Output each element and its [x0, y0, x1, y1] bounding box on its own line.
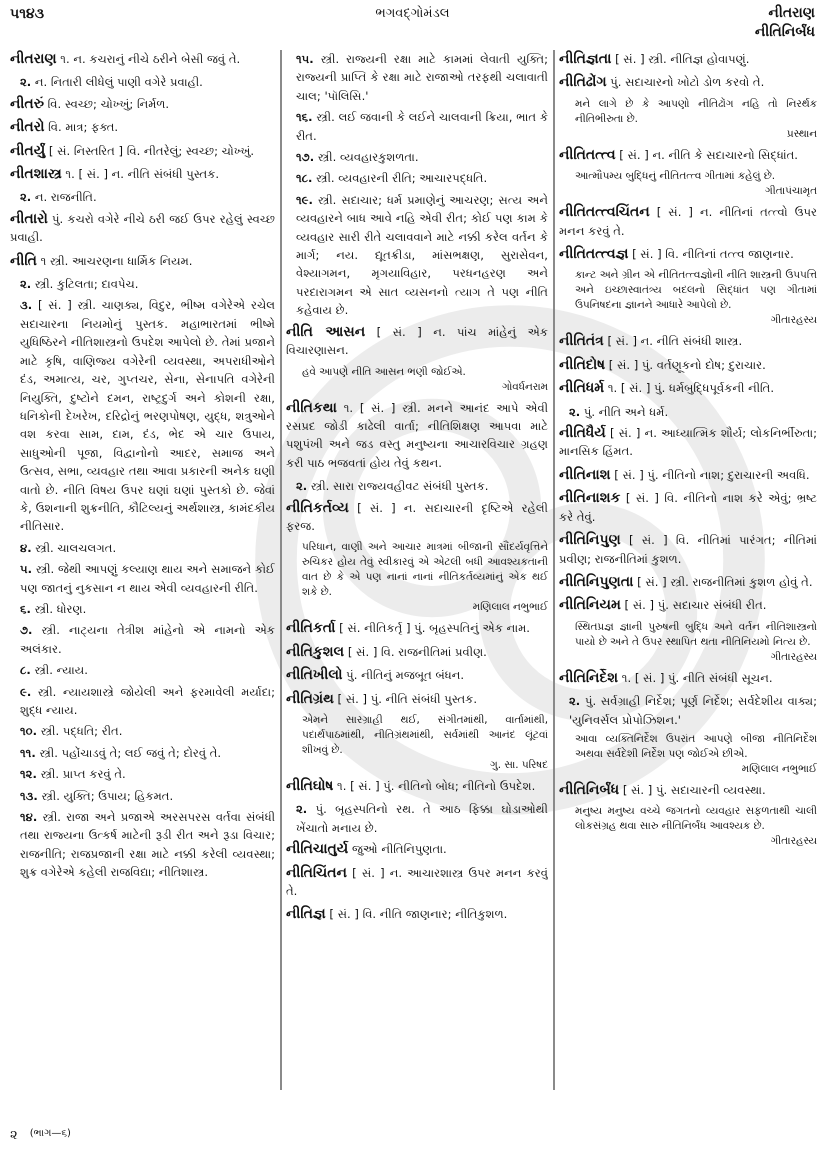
headword: નીતિગ્રંથ — [286, 690, 334, 707]
entry-sense — [20, 808, 275, 882]
quote-text: એમને સારગ્રાહી થઈ, સંગીતમાંથી, વાર્તામાંથી, પદાર્થપાઠમાંથી, નીતિગ્રંથમાંથી, સર્વમાંથી આનંદ લૂંટવાં શીખવું છે. — [302, 713, 548, 756]
page-header — [0, 0, 825, 52]
sense-number: ૩. — [20, 298, 33, 313]
sense-number: ૪. — [20, 540, 32, 555]
dictionary-entry — [286, 690, 548, 708]
dictionary-entry — [559, 50, 817, 68]
headword: નીતિનિર્બંધ — [559, 781, 620, 798]
headword: નીતિનિપુણ — [559, 532, 621, 549]
definition: સ્ત્રી. પદ્ધતિ; રીત. — [40, 724, 123, 739]
definition: પું. બૃહસ્પતિનો રથ. તે આઠ ફિક્કા ઘોડાઓથી ખેંચાતો મનાય છે. — [296, 802, 548, 835]
dictionary-entry — [286, 643, 548, 661]
definition: ૧. [ સં. ] ન. નીતિ સંબંધી પુસ્તક. — [65, 167, 220, 182]
headword: નીતારો — [10, 210, 48, 227]
sense-number: ૨. — [569, 694, 581, 709]
entry-sense — [569, 692, 817, 729]
headword: નીતિદોષ — [559, 356, 606, 373]
sense-number: ૯. — [20, 684, 32, 699]
dictionary-entry — [10, 210, 275, 247]
definition: સ્ત્રી. પહોંચાડવું તે; લઈ જવું તે; દોરવું તે. — [39, 745, 222, 760]
dictionary-entry — [10, 165, 275, 183]
column-2 — [286, 50, 548, 1090]
page-footer — [10, 1128, 71, 1143]
page-title: ભગવદ્ગોમંડલ — [375, 6, 450, 21]
sense-number: ૧૮. — [296, 171, 313, 186]
dictionary-entry — [286, 777, 548, 795]
definition: પું. નીતિનું મજબૂત બંધન. — [346, 668, 465, 683]
dictionary-entry — [559, 466, 817, 484]
definition: સ્ત્રી. વ્યવહારની રીતિ; આચારપદ્ધતિ. — [316, 171, 488, 186]
definition: [ સં. ] વિ. નીતિમાં પારંગત; નીતિમાં પ્રવીણ; રાજનીતિમાં કુશળ. — [559, 533, 817, 566]
definition: [ સં. ] વિ. નીતિનો નાશ કરે એવું; ભ્રષ્ટ કરે તેવું. — [559, 491, 817, 524]
definition: [ સં. ] વિ. રાજનીતિમાં પ્રવીણ. — [347, 644, 487, 659]
dictionary-entry — [286, 399, 548, 473]
definition: સ્ત્રી. ચાલચલગત. — [35, 540, 117, 555]
quote-source: મણિલાલ નભુભાઈ — [741, 762, 817, 775]
entry-sense — [20, 560, 275, 597]
definition: સ્ત્રી. નાટ્યના તેત્રીશ માંહેનો એ નામનો એક અલંકાર. — [20, 623, 275, 656]
citation-quote — [575, 268, 817, 328]
column-3 — [559, 50, 817, 1090]
dictionary-entry — [559, 489, 817, 526]
footer-volume: (ભાગ—૬) — [29, 1128, 71, 1139]
quote-source: પ્રસ્થાન — [786, 127, 817, 140]
column-1 — [10, 50, 275, 1090]
dictionary-entry — [559, 573, 817, 591]
definition: સ્ત્રી. સારા રાજ્યવહીવટ સંબંધી પુસ્તક. — [310, 479, 489, 494]
entry-sense — [296, 148, 548, 166]
definition: [ સં. ] ન. આચારશાસ્ત્ર ઉપર મનન કરવું તે. — [286, 865, 548, 898]
entry-sense — [20, 722, 275, 740]
quote-source: ગીતારહસ્ય — [770, 314, 817, 327]
headword: નીતિનિર્દેશ — [559, 669, 619, 686]
entry-sense — [296, 108, 548, 145]
entry-sense — [20, 73, 275, 91]
definition: પું. નીતિ અને ધર્મ. — [583, 404, 669, 419]
headword: નીતિતંત્ર — [559, 333, 604, 350]
definition: પું. સર્વગ્રાહી નિર્દેશ; પૂર્ણ નિર્દેશ; સર્વદેશીય વાક્ય; 'યુનિવર્સલ પ્રોપોઝિશન.' — [569, 694, 817, 727]
entry-sense — [296, 50, 548, 105]
quote-source: મણિલાલ નભુભાઈ — [472, 601, 548, 614]
dictionary-entry — [286, 864, 548, 901]
sense-number: ૧૦. — [20, 724, 38, 739]
headword: નીતિચિંતન — [286, 864, 347, 881]
entry-sense — [20, 765, 275, 783]
sense-number: ૨. — [20, 190, 32, 205]
guide-word-last: નીતિનિર્બંધ — [754, 24, 815, 40]
headword: નીતિજ્ઞતા — [559, 51, 612, 67]
headword: નીતશાસ્ત્ર — [10, 166, 62, 183]
definition: [ સં. નીતિકર્તૃ ] પું. બૃહસ્પતિનું એક નામ. — [339, 621, 530, 636]
sense-number: ૨. — [569, 404, 581, 419]
definition: ૧. [ સં. ] પું. નીતિનો બોધ; નીતિનો ઉપદેશ. — [337, 778, 536, 793]
page-number: ૫૧૪૩ — [10, 6, 45, 22]
quote-source: ગીતાપંચામૃત — [765, 185, 817, 198]
definition: સ્ત્રી. કુટિલતા; દાવપેચ. — [34, 277, 139, 292]
entry-sense — [296, 477, 548, 495]
sense-number: ૨. — [20, 75, 32, 90]
definition: [ સં. ] પું. વર્તણૂકનો દોષ; દુરાચાર. — [608, 357, 766, 372]
definition: ૧. [ સં. ] સ્ત્રી. મનને આનંદ આપે એવી રસપ્રદ જોડી કાઢેલી વાર્તા; નીતિશિક્ષણ આપવા માટે પશુપંખી અને જડ વસ્તુ મનુષ્યના આચારવિચાર ગ્રહણ કરી પાઠ ભજવતાં હોય તેવું કથન. — [286, 400, 548, 470]
quote-text: મને લાગે છે કે આપણો નીતિઢોંગ નહિ તો નિરર્થક નીતિભીરુતા છે. — [575, 97, 817, 125]
dictionary-entry — [286, 619, 548, 637]
headword: નીતિતત્ત્વજ્ઞ — [559, 246, 629, 263]
definition: સ્ત્રી. ન્યાયશાસ્ત્રે જોયેલી અને ફરમાવેલી મર્યાદા; શુદ્ધ ન્યાય. — [20, 684, 275, 717]
definition: જુઓ નીતિનિપુણતા. — [351, 842, 447, 857]
definition: ૧. ન. કચરાનું નીચે ઠરીને બેસી જવું તે. — [60, 52, 241, 66]
sense-number: ૭. — [20, 623, 33, 638]
definition: સ્ત્રી. રાજા અને પ્રજાએ અરસપરસ વર્તવા સંબંધી તથા રાજ્યના ઉત્કર્ષ માટેની રૂડી રીત અને રૂડા વિચાર; રાજનીતિ; રાજપ્રજાની રક્ષા માટે નક્કી કરેલી વ્યવસ્થા; શુક્ર વગેરેએ કહેલી રાજવિદ્યા; નીતિશાસ્ત્ર. — [20, 810, 275, 880]
sense-number: ૮. — [20, 663, 31, 678]
dictionary-entry — [10, 252, 275, 270]
definition: સ્ત્રી. યુક્તિ; ઉપાય; હિકમત. — [41, 788, 174, 803]
entry-sense — [20, 683, 275, 720]
citation-quote — [575, 620, 817, 665]
definition: સ્ત્રી. ન્યાય. — [34, 663, 88, 678]
entry-sense — [296, 169, 548, 187]
definition: સ્ત્રી. ધોરણ. — [34, 601, 87, 616]
definition: ન. નિતારી લીધેલું પાણી વગેરે પ્રવાહી. — [34, 75, 203, 90]
quote-source: ગીતારહસ્ય — [770, 835, 817, 848]
definition: [ સં. ] પું. સદાચાર સંબંધી રીત. — [624, 598, 767, 613]
definition: [ સં. ] ન. નીતિ કે સદાચારનો સિદ્ધાંત. — [619, 147, 798, 162]
quote-text: મનુષ્ય મનુષ્ય વચ્ચે જગતનો વ્યવહાર સફળતાથી ચાલી લોકસંગ્રહ થવા સારુ નીતિનિર્બંધ આવશ્યક છે. — [575, 805, 817, 833]
quote-source: ગોવર્ધનરામ — [502, 380, 548, 393]
sense-number: ૨. — [296, 479, 308, 494]
headword: નીતિખીલો — [286, 667, 343, 684]
quote-text: કાન્ટ અને ગ્રીન એ નીતિતત્ત્વજ્ઞોની નીતિ શાસ્ત્રની ઉપપત્તિ અને ઇચ્છાસ્વાતંત્ર્ય બદલનો સિદ્ધાંત પણ ગીતામાં ઉપનિષદના જ્ઞાનને આધારે આપેલો છે. — [575, 269, 817, 312]
definition: પું. સદાચારનો ખોટો ડોળ કરવો તે. — [610, 75, 765, 90]
headword: નીતિધર્મ — [559, 380, 605, 397]
headword: નીતિકર્તા — [286, 620, 336, 637]
definition: [ સં. ] સ્ત્રી. ચાણક્ય, વિદુર, ભીષ્મ વગેરેએ રચેલ સદાચારના નિયમોનું પુસ્તક. મહાભારતમાં ભીષ્મે યુધિષ્ઠિરને નીતિશાસ્ત્રનો ઉપદેશ આપેલો છે. તેમાં પ્રજાને માટે કૃષિ, વાણિજ્ય વગેરેની વ્યવસ્થા, અપરાધીઓને દંડ, અમાત્ય, ચર, ગુપ્તચર, સેના, સેનાપતિ વગેરેની નિયુક્તિ, દુષ્ટોને દમન, રાષ્ટ્રદુર્ગ અને કોશની રક્ષા, ધનિકોની દેખરેખ, દરિદ્રોનું ભરણપોષણ, યુદ્ધ, શત્રુઓને વશ કરવા સામ, દામ, દંડ, ભેદ એ ચાર ઉપાય, સાધુઓની પૂજા, વિદ્વાનોનો આદર, સમાજ અને ઉત્સવ, સભા, વ્યવહાર તથા આવા પ્રકારની અનેક ઘણી વાતો છે. નીતિ વિષય ઉપર ઘણાં ઘણાં પુસ્તકો છે. જેવાં કે, ઉશનાની શુક્રનીતિ, કૌટિલ્યનું અર્થશાસ્ત્ર, કામંદકીય નીતિસાર. — [20, 298, 275, 534]
headword: નીતર્યું — [10, 142, 46, 159]
definition: સ્ત્રી. લઈ જવાની કે લઈને ચાલવાની ક્રિયા, ભાત કે રીત. — [296, 110, 548, 143]
definition: [ સં. ] ન. નીતિનાં તત્ત્વો ઉપર મનન કરવું તે. — [559, 205, 817, 238]
sense-number: ૧૨. — [20, 767, 37, 782]
sense-number: ૧૯. — [296, 192, 313, 207]
dictionary-entry — [559, 379, 817, 397]
entry-sense — [20, 744, 275, 762]
sense-number: ૨. — [296, 802, 308, 817]
headword: નીતિચાતુર્ય — [286, 841, 349, 858]
entry-sense — [20, 296, 275, 535]
guide-words — [755, 4, 815, 42]
headword: નીતિનાશ — [559, 466, 611, 483]
dictionary-entry — [286, 666, 548, 684]
definition: [ સં. ] સ્ત્રી. રાજનીતિમાં કુશળ હોવું તે. — [637, 574, 813, 589]
sense-number: ૧૪. — [20, 810, 38, 825]
dictionary-entry — [10, 118, 275, 136]
definition: [ સં. ] ન. આધ્યાત્મિક શૌર્ય; લોકનિર્ભીરુતા; માનસિક હિંમત. — [559, 426, 817, 459]
headword: નીતિ — [10, 252, 37, 269]
definition: સ્ત્રી. વ્યવહારકુશળતા. — [317, 150, 419, 165]
headword: નીતિનિયમ — [559, 597, 621, 614]
definition: વિ. માત્ર; ફક્ત. — [48, 120, 119, 135]
headword: નીતિનિપુણતા — [559, 573, 634, 590]
definition: [ સં. ] પું. નીતિ સંબંધી પુસ્તક. — [337, 691, 478, 706]
entry-sense — [20, 787, 275, 805]
dictionary-entry — [286, 323, 548, 360]
headword: નીતિતત્ત્વચિંતન — [559, 204, 650, 221]
headword: નીતરો — [10, 119, 45, 136]
headword: નીતિતત્ત્વ — [559, 146, 616, 163]
definition: ન. રાજનીતિ. — [34, 190, 97, 205]
definition: [ સં. ] પું. નીતિનો નાશ; દુરાચારની અવધિ. — [614, 467, 810, 482]
dictionary-entry — [559, 424, 817, 461]
entry-sense — [20, 275, 275, 293]
headword: નીતિઘોષ — [286, 777, 334, 794]
quote-text: પરિધાન, વાણી અને આચાર માત્રમાં બીજાની સૌંદર્યવૃત્તિને રુચિકર હોય તેવું સ્વીકારવું એ એટલી બધી આવશ્યકતાની વાત છે કે એ પણ નાનાં નાનાં નીતિકર્તવ્યમાંનું એક થઈ શકે છે. — [302, 541, 548, 599]
definition: [ સં. ] સ્ત્રી. નીતિજ્ઞ હોવાપણું. — [615, 52, 750, 66]
headword: નીતિકથા — [286, 399, 337, 416]
guide-word-first: નીતરાણ — [768, 5, 815, 21]
citation-quote — [302, 365, 548, 395]
headword: નીતિજ્ઞ — [286, 906, 326, 923]
headword: નીતરું — [10, 95, 44, 112]
entry-sense — [20, 188, 275, 206]
citation-quote — [302, 713, 548, 773]
dictionary-entry — [286, 840, 548, 858]
entry-sense — [20, 661, 275, 679]
dictionary-entry — [559, 146, 817, 164]
quote-text: સ્થિતપ્રજ્ઞ જ્ઞાની પુરુષની બુદ્ધિ અને વર્તન નીતિશાસ્ત્રનો પાયો છે અને તે ઉપર સ્થાપિત થતા નીતિનિયમો નિત્ય છે. — [575, 620, 817, 648]
citation-quote — [575, 97, 817, 142]
definition: ૧. [ સં. ] પું. ધર્મબુદ્ધિપૂર્વકની નીતિ. — [607, 381, 775, 396]
quote-text: હવે આપણે નીતિ આસન ભણી જોઈએ. — [302, 365, 466, 378]
definition: [ સં. નિસ્તરિત ] વિ. નીતરેલું; સ્વચ્છ; ચોખ્ખું. — [48, 143, 255, 158]
citation-quote — [302, 540, 548, 615]
dictionary-entry — [10, 95, 275, 113]
definition: સ્ત્રી. સદાચાર; ધર્મ પ્રમાણેનું આચરણ; સત્ય અને વ્યવહારને બાધ આવે નહિ એવી રીત; કોઈ પણ કામ કે વ્યવહાર સારી રીતે ચલાવવાને માટે નક્કી કરેલ વર્તન કે માર્ગ; નય. દ્યૂતક્રીડા, માંસભક્ષણ, સુરાસેવન, વેશ્યાગમન, મૃગયાવિહાર, પરધનહરણ અને પરદારાગમન એ સાત વ્યસનનો ત્યાગ તે પણ નીતિ કહેવાય છે. — [296, 192, 548, 318]
dictionary-entry — [559, 356, 817, 374]
definition: [ સં. ] ન. નીતિ સંબંધી શાસ્ત્ર. — [607, 334, 743, 349]
citation-quote — [575, 732, 817, 777]
definition: ૧ સ્ત્રી. આચરણના ધાર્મિક નિયમ. — [40, 253, 193, 268]
dictionary-columns — [0, 50, 825, 1090]
entry-sense — [20, 621, 275, 658]
dictionary-entry — [559, 203, 817, 240]
definition: [ સં. ] ન. પાંચ માંહેનું એક વિચારણાસન. — [286, 324, 548, 358]
entry-sense — [20, 600, 275, 618]
definition: [ સં. ] વિ. નીતિનાં તત્ત્વ જાણનાર. — [632, 247, 794, 262]
sense-number: ૧૧. — [20, 745, 36, 760]
dictionary-entry — [559, 781, 817, 799]
headword: નીતિઢોંગ — [559, 74, 607, 91]
definition: સ્ત્રી. રાજ્યની રક્ષા માટે કામમાં લેવાતી યુક્તિ; રાજ્યની પ્રાપ્તિ કે રક્ષા માટે રાજાઓ તરફથી ચલાવાતી ચાલ; 'પૉલિસિ.' — [296, 52, 548, 103]
sense-number: ૧૭. — [296, 150, 315, 165]
quote-text: આવા વ્યક્તિનિર્દેશ ઉપરાંત આપણે બીજા નીતિનિર્દેશ અથવા સર્વદેશી નિર્દેશ પણ જોઈએ છીએ. — [575, 732, 817, 760]
dictionary-entry — [10, 50, 275, 68]
dictionary-entry — [559, 669, 817, 687]
quote-source: ગુ. સા. પરિષદ — [490, 758, 548, 771]
definition: સ્ત્રી. પ્રાપ્ત કરવું તે. — [40, 767, 126, 782]
dictionary-entry — [559, 596, 817, 614]
headword: નીતિકુશલ — [286, 643, 345, 660]
dictionary-entry — [559, 531, 817, 568]
headword: નીતરાણ — [10, 51, 57, 67]
entry-sense — [296, 191, 548, 320]
entry-sense — [569, 403, 817, 421]
headword: નીતિધૈર્ય — [559, 425, 606, 442]
definition: ૧. [ સં. ] પું. નીતિ સંબંધી સૂચન. — [621, 670, 773, 685]
dictionary-entry — [286, 499, 548, 536]
definition: પું. કચરો વગેરે નીચે ઠરી જઈ ઉપર રહેલું સ્વચ્છ પ્રવાહી. — [10, 211, 275, 245]
dictionary-entry — [10, 142, 275, 160]
dictionary-entry — [559, 245, 817, 263]
footer-page-marker: ૨ — [10, 1128, 18, 1143]
sense-number: ૬. — [20, 601, 31, 616]
dictionary-entry — [286, 905, 548, 923]
dictionary-entry — [559, 332, 817, 350]
headword: નીતિનાશક — [559, 490, 621, 507]
definition: [ સં. ] પું. સદાચારની વ્યવસ્થા. — [622, 782, 766, 797]
sense-number: ૧૫. — [296, 52, 314, 66]
quote-source: ગીતારહસ્ય — [770, 650, 817, 663]
sense-number: ૨. — [20, 277, 32, 292]
quote-text: આત્મૌપમ્ય બુદ્ધિનું નીતિતત્ત્વ ગીતામાં કહેલું છે. — [575, 170, 776, 183]
sense-number: ૧૩. — [20, 788, 38, 803]
definition: સ્ત્રી. જેથી આપણું કલ્યાણ થાય અને સમાજને કોઈ પણ જાતનું નુકસાન ન થાય એવી વ્યવહારની રીતિ. — [20, 562, 275, 595]
citation-quote — [575, 169, 817, 199]
dictionary-entry — [559, 73, 817, 91]
definition: વિ. સ્વચ્છ; ચોખ્ખું; નિર્મળ. — [47, 96, 170, 111]
entry-sense — [296, 800, 548, 837]
definition: [ સં. ] ન. સદાચારની દૃષ્ટિએ રહેલી ફરજ. — [286, 500, 548, 533]
citation-quote — [575, 804, 817, 849]
entry-sense — [20, 539, 275, 557]
headword: નીતિકર્તવ્ય — [286, 499, 349, 516]
definition: [ સં. ] વિ. નીતિ જાણનાર; નીતિકુશળ. — [329, 907, 508, 922]
sense-number: ૫. — [20, 562, 33, 577]
headword: નીતિ આસન — [286, 323, 366, 340]
sense-number: ૧૬. — [296, 110, 313, 125]
